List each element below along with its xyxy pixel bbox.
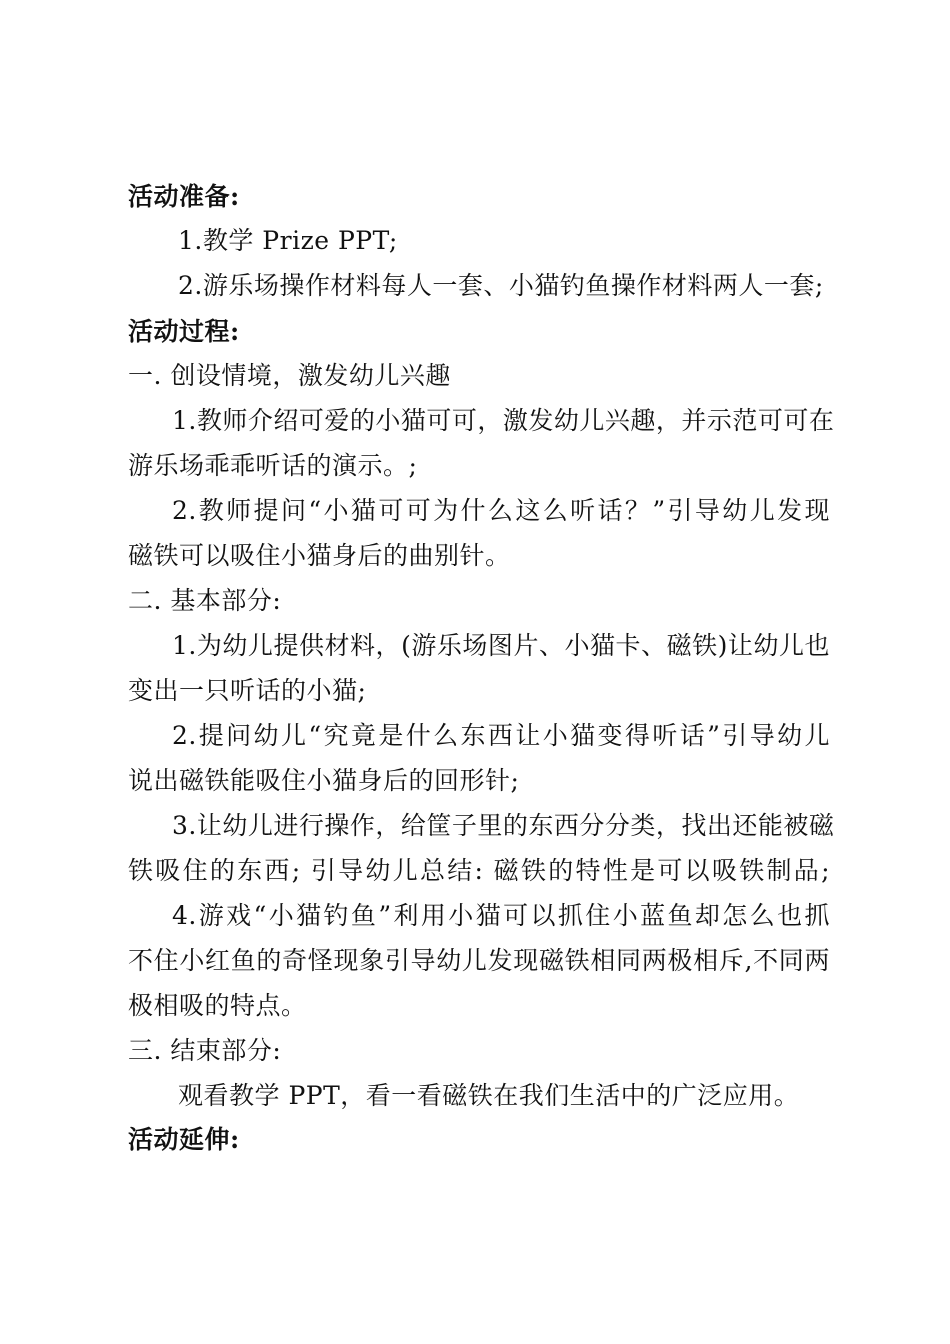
part2-title: 二. 基本部分: — [128, 586, 282, 615]
part1-item1-line1: 1.教师介绍可爱的小猫可可，激发幼儿兴趣，并示范可可在 — [172, 406, 835, 435]
prep-item-2: 2.游乐场操作材料每人一套、小猫钓鱼操作材料两人一套; — [178, 271, 824, 300]
part2-item3-line2: 铁吸住的东西; 引导幼儿总结: 磁铁的特性是可以吸铁制品; — [128, 856, 830, 885]
part2-item1-line2: 变出一只听话的小猫; — [128, 676, 367, 705]
part1-item2-line1: 2.教师提问“小猫可可为什么这么听话？”引导幼儿发现 — [172, 496, 830, 525]
part2-item4-line3: 极相吸的特点。 — [128, 991, 307, 1020]
part2-item4-line2: 不住小红鱼的奇怪现象引导幼儿发现磁铁相同两极相斥,不同两 — [128, 946, 830, 975]
part2-item2-line2: 说出磁铁能吸住小猫身后的回形针; — [128, 766, 520, 795]
part3-item1: 观看教学 PPT，看一看磁铁在我们生活中的广泛应用。 — [178, 1081, 800, 1110]
section-heading-process: 活动过程: — [128, 317, 240, 346]
part1-item1-line2: 游乐场乖乖听话的演示。; — [128, 451, 418, 480]
part1-item2-line2: 磁铁可以吸住小猫身后的曲别针。 — [128, 541, 511, 570]
part2-item2-line1: 2.提问幼儿“究竟是什么东西让小猫变得听话”引导幼儿 — [172, 721, 830, 750]
part1-title: 一. 创设情境，激发幼儿兴趣 — [128, 361, 451, 390]
part2-item1-line1: 1.为幼儿提供材料，(游乐场图片、小猫卡、磁铁)让幼儿也 — [172, 631, 830, 660]
part2-item4-line1: 4.游戏“小猫钓鱼”利用小猫可以抓住小蓝鱼却怎么也抓 — [172, 901, 830, 930]
part2-item3-line1: 3.让幼儿进行操作，给筐子里的东西分分类，找出还能被磁 — [172, 811, 835, 840]
prep-item-1: 1.教学 Prize PPT; — [178, 226, 398, 255]
section-heading-extension: 活动延伸: — [128, 1125, 240, 1154]
part3-title: 三. 结束部分: — [128, 1036, 282, 1065]
section-heading-prep: 活动准备: — [128, 182, 240, 211]
